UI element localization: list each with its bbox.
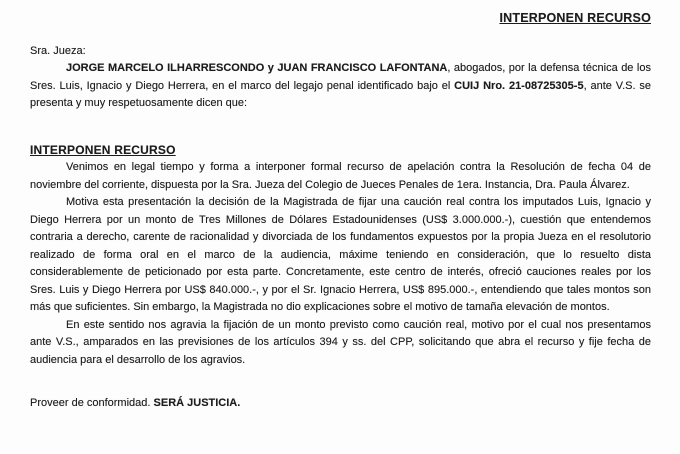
section-heading: INTERPONEN RECURSO [30,142,176,157]
closing-line [30,395,651,413]
lawyer-names: JORGE MARCELO ILHARRESCONDO y JUAN FRANCISCO LAFONTANA [66,62,448,74]
paragraph-recurso-apelacion: Venimos en legal tiempo y forma a interponer formal recurso de apelación contra la Resolución de fecha 04 de noviembre del corriente, dispuesta por la Sra. Jueza del Colegio de Jueces Penales de 1era. Instancia, Dra. Paula Álvarez. [30,161,651,191]
intro-text-after-cuij: , ante V.S. se presenta y muy respetuosamente dicen que: [30,79,652,109]
salutation: Sra. Jueza: [30,44,86,57]
document-header-title: INTERPONEN RECURSO [499,11,651,25]
closing-text: Proveer de conformidad. [30,397,154,409]
intro-paragraph [30,60,651,113]
closing-sera-justicia: SERÁ JUSTICIA. [153,397,241,409]
intro-text-after-names: , abogados, por la defensa técnica de los Sres. Luis, Ignacio y Diego Herrera, en el marco del legajo penal identificado bajo el [30,62,651,92]
paragraph-motiva-presentacion: Motiva esta presentación la decisión de la Magistrada de fijar una caución real contra los imputados Luis, Ignacio y Diego Herrera por un monto de Tres Millones de Dólares Estadounidenses (US$ 3.000.000.-), cuestión que entendemos contraria a derecho, carente de racionalidad y divorciada de los fundamentos expuestos por la propia Jueza en el resolutorio realizado de forma oral en el marco de la audiencia, máxime teniendo en consideración, que lo resuelto dista considerablemente de peticionado por esta parte. Concretamente, este centro de interés, ofreció cauciones reales por los Sres. Luis y Diego Herrera por US$ 840.000.-, y por el Sr. Ignacio Herrera, US$ 895.000.-, entendiendo que tales montos son más que suficientes. Sin embargo, la Magistrada no dio explicaciones sobre el motivo de tamaña elevación de montos. [30,196,651,313]
cuij-number: CUIJ Nro. 21-08725305-5 [454,79,584,92]
paragraph-agravio: En este sentido nos agravia la fijación de un monto previsto como caución real, motivo por el cual nos presentamos ante V.S., amparados en las previsiones de los artículos 394 y ss. del CPP, solicitando que abra el recurso y fije fecha de audiencia para el desarrollo de los agravios. [30,318,651,366]
